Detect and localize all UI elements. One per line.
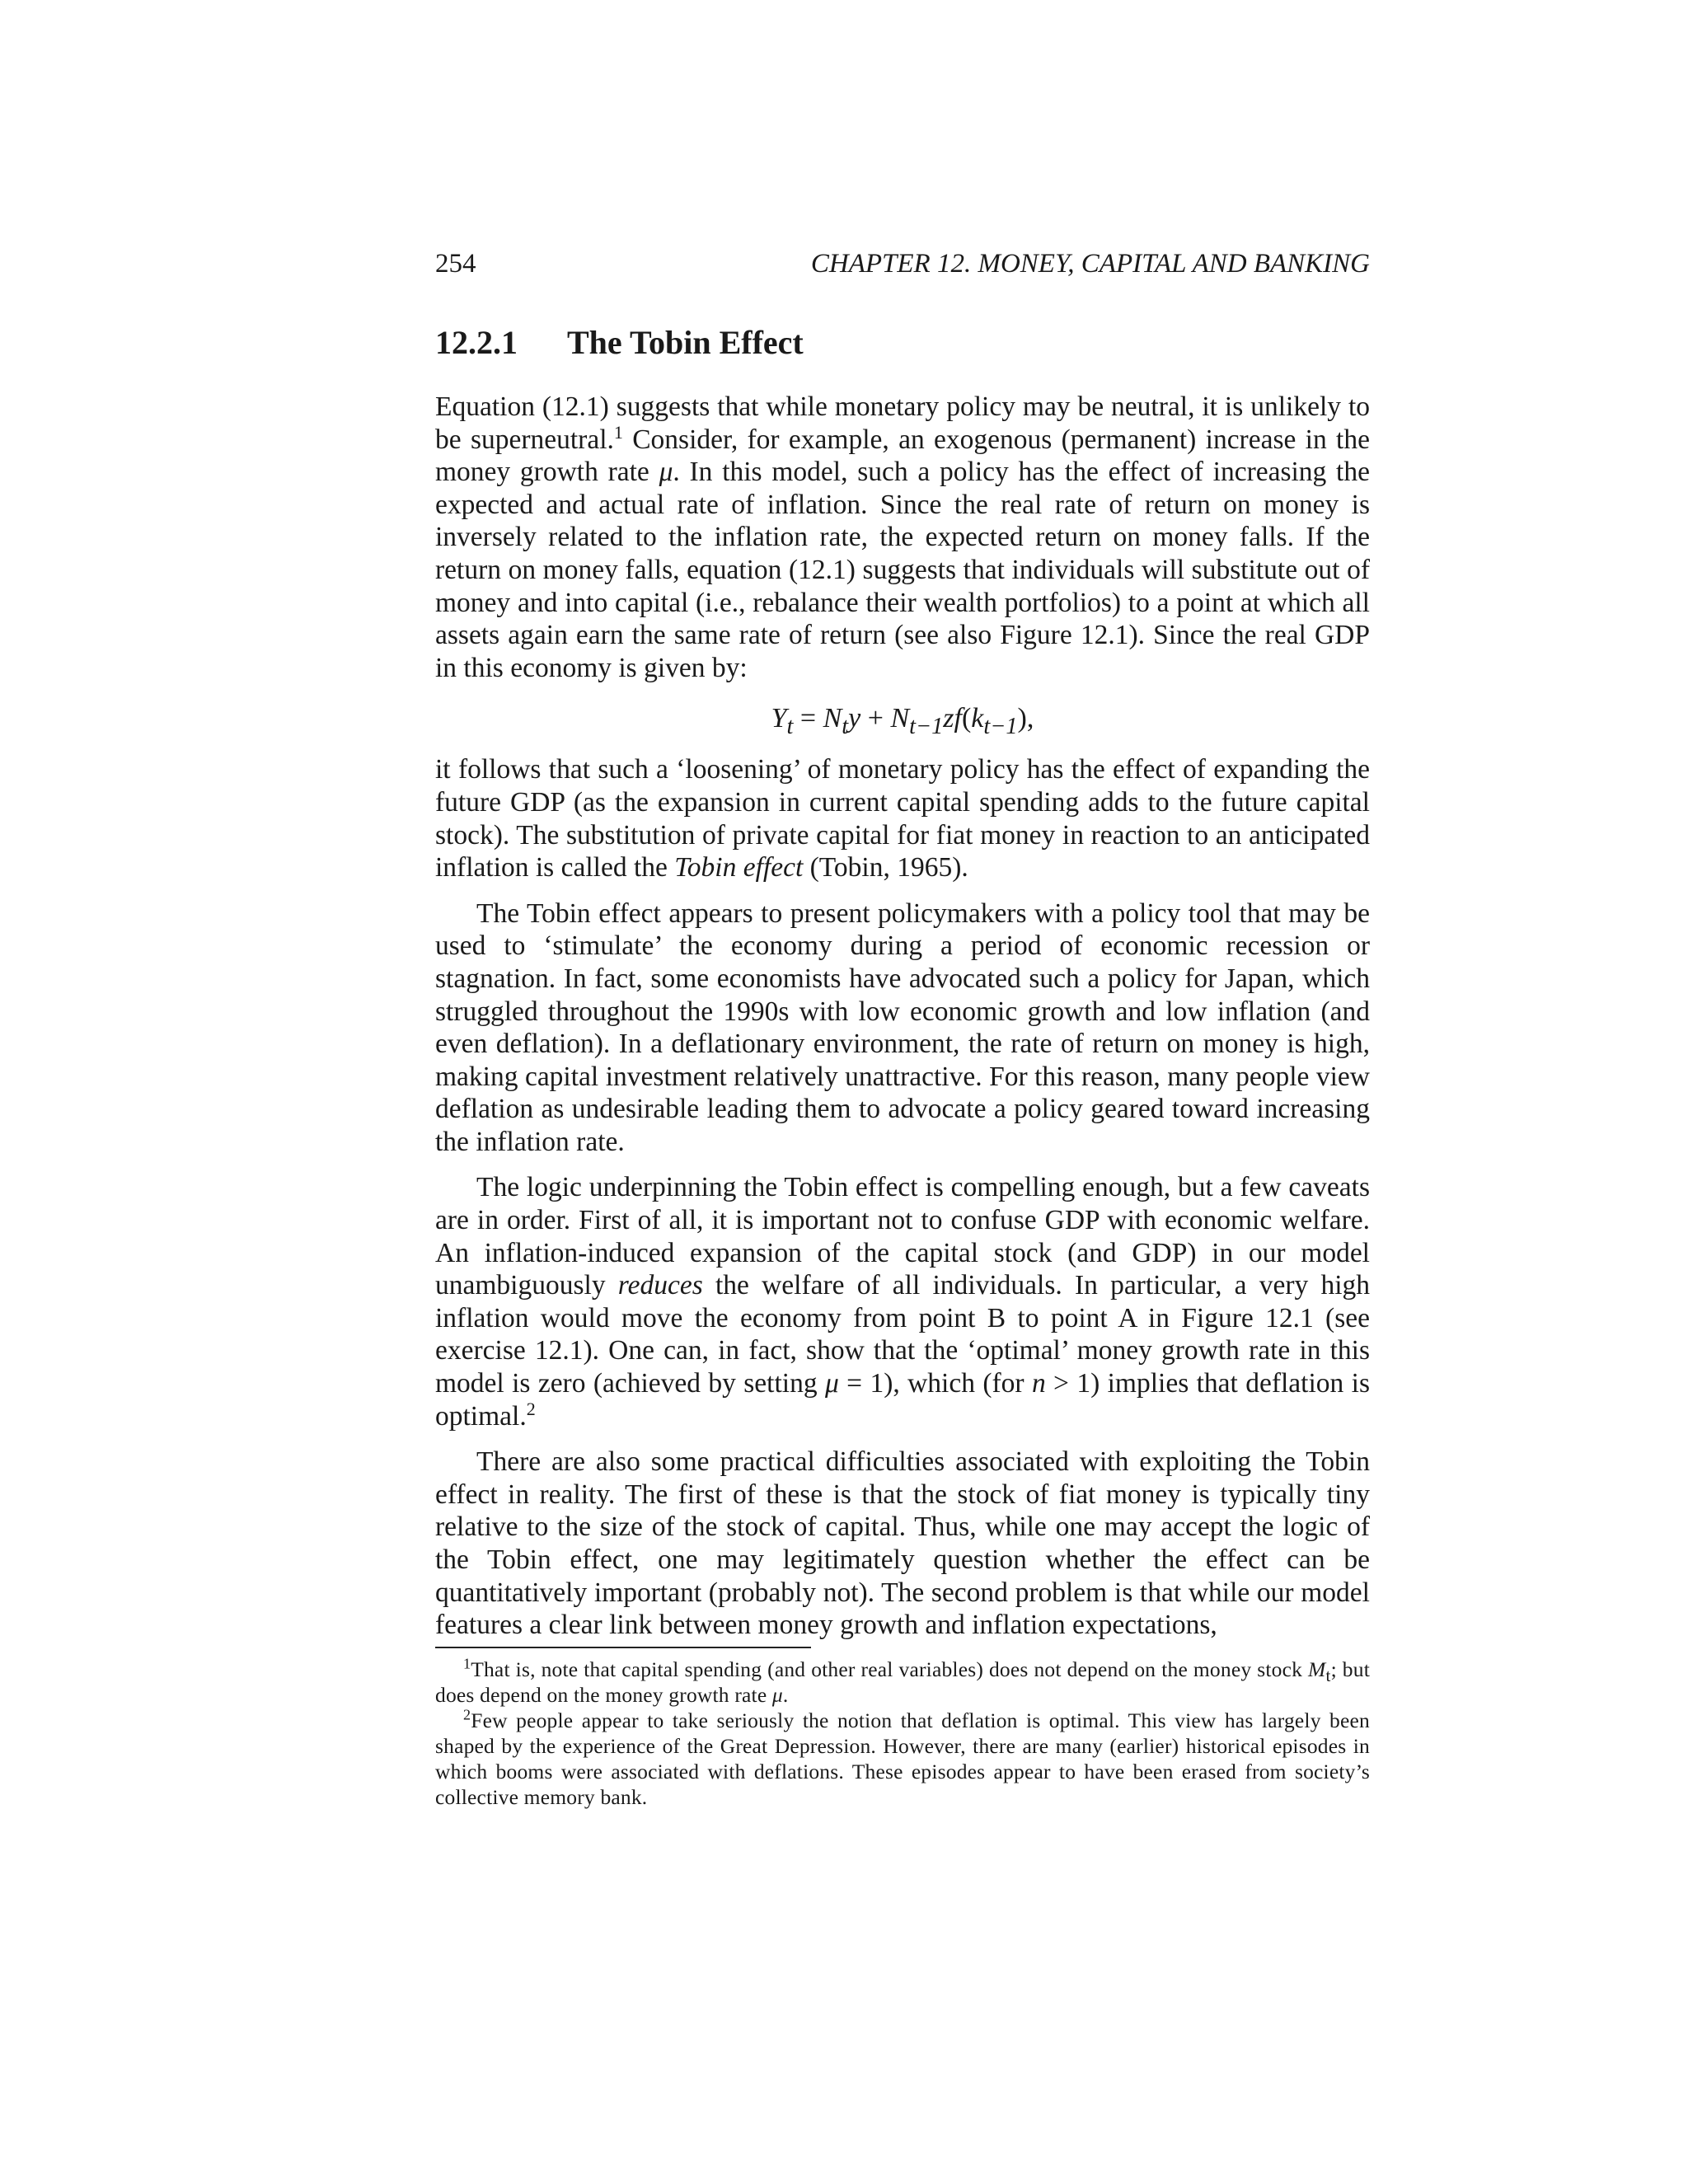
gdp-equation — [435, 702, 1370, 740]
paragraph-5: There are also some practical difficulties associated with exploiting the Tobin effect in reality. The first of these is that the stock of fiat money is typically tiny relative to the size of the stock of capital. Thus, while one may accept the logic of the Tobin effect, one may legitimately question whether the effect can be quantitatively important (probably not). The second problem is that while our model features a clear link between money growth and inflation expectations, — [435, 1446, 1370, 1641]
footnote-ref-2: 2 — [526, 1398, 536, 1419]
paragraph-4-text-b: the welfare of all individuals. In particular, a very high inflation would move the economy from point B to point A in Figure 12.1 (see exercise 12.1). One can, in fact, show that the ‘optimal’ money growth rate in this model is zero (achieved by setting — [435, 1270, 1371, 1399]
paragraph-1-text-c: . In this model, such a policy has the effect of increasing the expected and actual rate of inflation. Since the real rate of return on money is inversely related to the inflation rate, the expected return on money falls. If the return on money falls, equation (12.1) suggests that individuals will substitute out of money and into capital (i.e., rebalance their wealth portfolios) to a point at which all assets again earn the same rate of return (see also Figure 12.1). Since the real GDP in this economy is given by: — [435, 457, 1370, 683]
paragraph-2-text-b: (Tobin, 1965). — [803, 852, 968, 883]
section-number: 12.2.1 — [435, 324, 518, 361]
money-stock-sub: t — [1325, 1665, 1331, 1685]
footnote-2 — [435, 1708, 1370, 1810]
footnote-2-text: Few people appear to take seriously the notion that deflation is optimal. This view has largely been shaped by the experience of the Great Depression. However, there are many (earlier) historical episodes in which booms were associated with deflations. These episodes appear to have been erased from society’s collective memory bank. — [435, 1708, 1370, 1809]
money-stock-symbol: M — [1308, 1657, 1326, 1681]
eq-open-paren: ( — [961, 703, 972, 734]
eq-y: y — [848, 703, 861, 734]
eq-n2-sub: t−1 — [909, 714, 944, 740]
page — [435, 247, 1370, 1810]
reduces-emphasis: reduces — [617, 1270, 703, 1301]
footnote-1-text-c: . — [782, 1682, 789, 1707]
paragraph-2-text-a: it follows that such a ‘loosening’ of monetary policy has the effect of expanding the future GDP (as the expansion in current capital spending adds to the future capital stock). The substitution of private capital for fiat money in reaction to an anticipated inflation is called the — [435, 754, 1370, 883]
footnote-1-text-a: That is, note that capital spending (and other real variables) does not depend on the money stock — [471, 1657, 1309, 1681]
running-head — [435, 247, 1370, 293]
eq-n2: N — [890, 703, 910, 734]
footnote-1-text-b: ; but does depend on the money growth rate — [435, 1657, 1370, 1707]
tobin-effect-term: Tobin effect — [674, 852, 804, 883]
paragraph-1-text-a: Equation (12.1) suggests that while monetary policy may be neutral, it is unlikely to be superneutral. — [435, 391, 1370, 455]
mu-symbol: μ — [824, 1368, 839, 1399]
section-heading — [435, 323, 1370, 363]
paragraph-4-text-d: > 1) implies that deflation is optimal. — [435, 1368, 1370, 1432]
page-number: 254 — [435, 249, 476, 279]
footnote-divider — [435, 1647, 811, 1648]
paragraph-1-text-b: Consider, for example, an exogenous (permanent) increase in the money growth rate — [435, 424, 1370, 488]
eq-n1: N — [823, 703, 842, 734]
paragraph-4-text-a: The logic underpinning the Tobin effect is compelling enough, but a few caveats are in order. First of all, it is important not to confuse GDP with economic welfare. An inflation-induced expansion of the capital stock (and GDP) in our model unambiguously — [435, 1172, 1370, 1301]
eq-plus: + — [860, 703, 891, 734]
n-symbol: n — [1031, 1368, 1046, 1399]
eq-lhs-sub: t — [786, 714, 794, 740]
paragraph-4-text-c: = 1), which (for — [838, 1368, 1032, 1399]
footnote-2-mark: 2 — [463, 1706, 471, 1723]
paragraph-3: The Tobin effect appears to present policymakers with a policy tool that may be used to ‘stimulate’ the economy during a period of economic recession or stagnation. In fact, some economists have advocated such a policy for Japan, which struggled throughout the 1990s with low economic growth and low inflation (and even deflation). In a deflationary environment, the rate of return on money is high, making capital investment relatively unattractive. For this reason, many people view deflation as undesirable leading them to advocate a policy geared toward increasing the inflation rate. — [435, 898, 1370, 1157]
paragraph-1 — [435, 391, 1370, 684]
mu-symbol: μ — [771, 1682, 783, 1707]
footnote-1 — [435, 1657, 1370, 1708]
eq-equals: = — [793, 703, 823, 734]
eq-zf: zf — [943, 703, 962, 734]
mu-symbol: μ — [659, 457, 673, 488]
eq-lhs: Y — [771, 703, 787, 734]
eq-k: k — [971, 703, 984, 734]
section-title: The Tobin Effect — [567, 324, 804, 361]
paragraph-4 — [435, 1171, 1370, 1432]
eq-n1-sub: t — [842, 714, 849, 740]
paragraph-2 — [435, 753, 1370, 883]
chapter-title: CHAPTER 12. MONEY, CAPITAL AND BANKING — [810, 249, 1370, 279]
footnote-ref-1: 1 — [613, 421, 623, 443]
eq-k-sub: t−1 — [983, 714, 1018, 740]
eq-close-paren: ), — [1017, 703, 1034, 734]
footnote-1-mark: 1 — [463, 1655, 471, 1672]
